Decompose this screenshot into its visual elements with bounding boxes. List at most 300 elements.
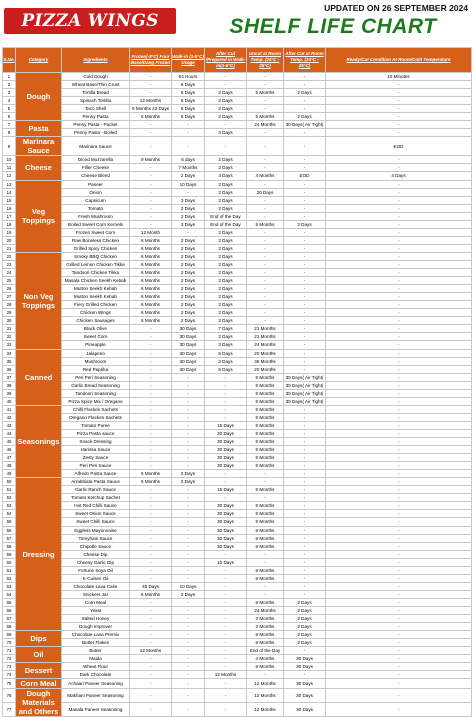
serial-cell: 20 xyxy=(3,236,16,244)
table-row xyxy=(3,679,472,689)
value-cell: - xyxy=(326,405,472,413)
value-cell: - xyxy=(130,81,172,89)
value-cell: 2 Days xyxy=(205,180,247,188)
ingredient-cell: Achaari Paneer Seasoning xyxy=(62,679,130,689)
value-cell: - xyxy=(326,180,472,188)
value-cell: - xyxy=(130,73,172,81)
ingredient-cell: Tomyhani Sauce xyxy=(62,534,130,542)
value-cell: - xyxy=(284,582,326,590)
value-cell: - xyxy=(130,220,172,228)
value-cell: - xyxy=(326,81,472,89)
value-cell: 2 Days xyxy=(205,301,247,309)
value-cell: 30 Days xyxy=(205,438,247,446)
value-cell: - xyxy=(130,462,172,470)
value-cell: - xyxy=(326,429,472,437)
value-cell: - xyxy=(326,534,472,542)
value-cell: - xyxy=(130,703,172,717)
value-cell: - xyxy=(247,671,284,679)
value-cell: 6 Months xyxy=(247,639,284,647)
value-cell: - xyxy=(130,623,172,631)
value-cell: 6 Months xyxy=(247,446,284,454)
value-cell: - xyxy=(130,655,172,663)
ingredient-cell: Penny Pasta xyxy=(62,113,130,121)
serial-cell: 61 xyxy=(3,566,16,574)
value-cell: - xyxy=(247,590,284,598)
value-cell: 2 Days xyxy=(205,196,247,204)
serial-cell: 47 xyxy=(3,454,16,462)
value-cell: - xyxy=(172,121,205,129)
ingredient-cell: Marinara Sauce xyxy=(62,137,130,156)
table-row xyxy=(3,607,472,615)
value-cell: - xyxy=(247,236,284,244)
value-cell: 30 Days xyxy=(205,446,247,454)
value-cell: - xyxy=(205,73,247,81)
value-cell: - xyxy=(326,89,472,97)
value-cell: 5 Days xyxy=(172,89,205,97)
page-header xyxy=(0,0,474,44)
value-cell: - xyxy=(326,212,472,220)
serial-cell: 15 xyxy=(3,196,16,204)
value-cell: 2 Days xyxy=(172,285,205,293)
value-cell: - xyxy=(326,623,472,631)
value-cell: 12 Months xyxy=(247,679,284,689)
serial-cell: 69 xyxy=(3,631,16,639)
serial-cell: 36 xyxy=(3,365,16,373)
value-cell: 5 Days xyxy=(205,349,247,357)
column-header: Ready/Cut Condition At Room/Cold Temperature xyxy=(326,48,472,73)
serial-cell: 29 xyxy=(3,309,16,317)
table-row xyxy=(3,397,472,405)
ingredient-cell: Tortilla Bread xyxy=(62,89,130,97)
value-cell: - xyxy=(326,615,472,623)
column-header: After Cut /Prepared in Walk-in(1-5°C) xyxy=(205,48,247,73)
value-cell: 54 Hours xyxy=(172,73,205,81)
table-row xyxy=(3,470,472,478)
value-cell: - xyxy=(172,502,205,510)
value-cell: - xyxy=(172,429,205,437)
value-cell: - xyxy=(130,172,172,180)
table-row xyxy=(3,97,472,105)
value-cell: - xyxy=(130,349,172,357)
ingredient-cell: Fresh Mushroom xyxy=(62,212,130,220)
ingredient-cell: Fiery Grilled Chicken xyxy=(62,301,130,309)
value-cell: 6 Months xyxy=(247,566,284,574)
value-cell: - xyxy=(326,220,472,228)
value-cell: - xyxy=(205,413,247,421)
value-cell: 6 Months xyxy=(247,429,284,437)
table-row xyxy=(3,598,472,606)
value-cell: 2 Days xyxy=(284,89,326,97)
table-row xyxy=(3,89,472,97)
value-cell: - xyxy=(326,204,472,212)
serial-cell: 39 xyxy=(3,389,16,397)
value-cell: 2 Days xyxy=(172,244,205,252)
ingredient-cell: Butter xyxy=(62,647,130,655)
ingredient-cell: Jalapeno xyxy=(62,349,130,357)
value-cell: 30 Days xyxy=(205,454,247,462)
ingredient-cell: Alfredo Pasta Sauce xyxy=(62,470,130,478)
column-header: Category xyxy=(16,48,62,73)
ingredient-cell: Masala Chicken Seekh Kebab xyxy=(62,277,130,285)
serial-cell: 14 xyxy=(3,188,16,196)
value-cell: 6 Months xyxy=(247,389,284,397)
value-cell: - xyxy=(284,462,326,470)
value-cell: - xyxy=(326,188,472,196)
value-cell: - xyxy=(284,550,326,558)
value-cell: 6 Days xyxy=(172,81,205,89)
value-cell: - xyxy=(172,703,205,717)
value-cell: 6 Months xyxy=(247,462,284,470)
value-cell: - xyxy=(130,325,172,333)
ingredient-cell: Sweet Chilli Sauce xyxy=(62,518,130,526)
value-cell: - xyxy=(284,73,326,81)
ingredient-cell: Chocolate Lava Cake xyxy=(62,582,130,590)
value-cell: - xyxy=(205,81,247,89)
table-row xyxy=(3,689,472,703)
value-cell: - xyxy=(130,566,172,574)
table-body xyxy=(3,73,472,717)
table-row xyxy=(3,341,472,349)
value-cell: 6 Months xyxy=(247,454,284,462)
value-cell: - xyxy=(284,137,326,156)
value-cell: - xyxy=(326,558,472,566)
ingredient-cell: Dough Improver xyxy=(62,623,130,631)
serial-cell: 74 xyxy=(3,671,16,679)
value-cell: 12 Month xyxy=(130,228,172,236)
value-cell: 6 Months xyxy=(130,269,172,277)
serial-cell: 11 xyxy=(3,164,16,172)
value-cell: 6 Months xyxy=(247,574,284,582)
table-row xyxy=(3,260,472,268)
value-cell: - xyxy=(205,598,247,606)
table-row xyxy=(3,446,472,454)
table-row xyxy=(3,655,472,663)
ingredient-cell: Cold Dough xyxy=(62,73,130,81)
value-cell: - xyxy=(284,81,326,89)
value-cell: - xyxy=(284,421,326,429)
value-cell: - xyxy=(326,357,472,365)
table-row xyxy=(3,623,472,631)
value-cell: 30 Days xyxy=(205,534,247,542)
value-cell: - xyxy=(205,639,247,647)
value-cell: - xyxy=(247,558,284,566)
table-row xyxy=(3,220,472,228)
ingredient-cell: Mutton Seekh Kebab xyxy=(62,293,130,301)
value-cell: 30 Days( Air Tight) xyxy=(284,121,326,129)
serial-cell: 38 xyxy=(3,381,16,389)
value-cell: - xyxy=(326,590,472,598)
value-cell: - xyxy=(326,389,472,397)
value-cell: - xyxy=(326,438,472,446)
table-row xyxy=(3,365,472,373)
value-cell: 2 Days xyxy=(205,204,247,212)
value-cell: 2 Days xyxy=(205,244,247,252)
value-cell: - xyxy=(130,164,172,172)
value-cell: 4 Months xyxy=(247,655,284,663)
value-cell: 6 Months xyxy=(130,478,172,486)
value-cell: 6 Months xyxy=(130,293,172,301)
category-cell: Veg Toppings xyxy=(16,180,62,252)
value-cell: 2 Days xyxy=(284,639,326,647)
serial-cell: 30 xyxy=(3,317,16,325)
serial-cell: 76 xyxy=(3,689,16,703)
table-row xyxy=(3,301,472,309)
serial-cell: 13 xyxy=(3,180,16,188)
value-cell: - xyxy=(247,129,284,137)
serial-cell: 21 xyxy=(3,244,16,252)
table-row xyxy=(3,244,472,252)
value-cell: - xyxy=(172,607,205,615)
ingredient-cell: Black Olive xyxy=(62,325,130,333)
value-cell: - xyxy=(284,212,326,220)
value-cell: - xyxy=(326,397,472,405)
value-cell: - xyxy=(284,180,326,188)
value-cell: - xyxy=(326,269,472,277)
table-row xyxy=(3,413,472,421)
value-cell: - xyxy=(284,566,326,574)
value-cell: - xyxy=(326,631,472,639)
value-cell: 5 Days xyxy=(172,105,205,113)
ingredient-cell: Masala Paneer Seasoning xyxy=(62,703,130,717)
value-cell: - xyxy=(326,164,472,172)
value-cell: 2 Days xyxy=(172,478,205,486)
serial-cell: 72 xyxy=(3,655,16,663)
value-cell: - xyxy=(205,607,247,615)
value-cell: 3 Days xyxy=(172,220,205,228)
value-cell: 6 Months xyxy=(247,438,284,446)
serial-cell: 12 xyxy=(3,172,16,180)
serial-cell: 16 xyxy=(3,204,16,212)
ingredient-cell: Dark Chocolate xyxy=(62,671,130,679)
value-cell: 2 Days xyxy=(205,357,247,365)
value-cell: 30 Days xyxy=(172,341,205,349)
value-cell: - xyxy=(205,389,247,397)
value-cell: - xyxy=(326,689,472,703)
ingredient-cell: K-Cuisen Oil xyxy=(62,574,130,582)
value-cell: 6 Months xyxy=(130,236,172,244)
serial-cell: 77 xyxy=(3,703,16,717)
value-cell: - xyxy=(172,598,205,606)
value-cell: 6 Months xyxy=(247,486,284,494)
value-cell: - xyxy=(247,309,284,317)
value-cell: - xyxy=(172,671,205,679)
table-row xyxy=(3,486,472,494)
value-cell: - xyxy=(172,421,205,429)
value-cell: - xyxy=(130,333,172,341)
category-cell: Canned xyxy=(16,349,62,405)
value-cell: - xyxy=(326,518,472,526)
shelf-life-table xyxy=(2,47,472,717)
value-cell: 4 Months xyxy=(247,172,284,180)
serial-cell: 55 xyxy=(3,518,16,526)
ingredient-cell: Yeast xyxy=(62,607,130,615)
value-cell: - xyxy=(172,397,205,405)
ingredient-cell: Fortune Soya Oil xyxy=(62,566,130,574)
value-cell: - xyxy=(284,97,326,105)
value-cell: 30 Days xyxy=(172,325,205,333)
serial-cell: 1 xyxy=(3,73,16,81)
value-cell: 6 Months xyxy=(247,526,284,534)
value-cell: 2 Days xyxy=(205,269,247,277)
table-row xyxy=(3,590,472,598)
ingredient-cell: Paneer xyxy=(62,180,130,188)
table-row xyxy=(3,204,472,212)
ingredient-cell: Chicken Sausages xyxy=(62,317,130,325)
value-cell: - xyxy=(247,73,284,81)
value-cell: - xyxy=(247,97,284,105)
value-cell: - xyxy=(247,212,284,220)
value-cell: - xyxy=(326,341,472,349)
table-row xyxy=(3,510,472,518)
value-cell: - xyxy=(326,639,472,647)
table-row xyxy=(3,671,472,679)
table-row xyxy=(3,180,472,188)
value-cell: - xyxy=(284,446,326,454)
table-row xyxy=(3,381,472,389)
value-cell: - xyxy=(172,550,205,558)
serial-cell: 46 xyxy=(3,446,16,454)
value-cell: - xyxy=(326,228,472,236)
serial-cell: 42 xyxy=(3,413,16,421)
value-cell: 6 Months xyxy=(130,309,172,317)
value-cell: 20 Days xyxy=(247,188,284,196)
ingredient-cell: Capsicum xyxy=(62,196,130,204)
value-cell: 6 Months xyxy=(130,470,172,478)
ingredient-cell: Tomato Ketchup Sachet xyxy=(62,494,130,502)
table-row xyxy=(3,663,472,671)
ingredient-cell: Salted Honey xyxy=(62,615,130,623)
page-title: SHELF LIFE CHART xyxy=(229,15,437,38)
serial-cell: 17 xyxy=(3,212,16,220)
serial-cell: 25 xyxy=(3,277,16,285)
value-cell: - xyxy=(130,381,172,389)
ingredient-cell: Zesty Sauce xyxy=(62,454,130,462)
value-cell: 30 Days xyxy=(284,689,326,703)
value-cell: - xyxy=(205,137,247,156)
value-cell: 30 Days xyxy=(205,502,247,510)
value-cell: 2 Days xyxy=(205,188,247,196)
serial-cell: 3 xyxy=(3,89,16,97)
ingredient-cell: Pineapple xyxy=(62,341,130,349)
ingredient-cell: Pizza Pasta sauce xyxy=(62,429,130,437)
serial-cell: 52 xyxy=(3,494,16,502)
value-cell: - xyxy=(326,671,472,679)
serial-cell: 31 xyxy=(3,325,16,333)
value-cell: - xyxy=(284,534,326,542)
value-cell: 2 Days xyxy=(172,172,205,180)
value-cell: End of the Day xyxy=(205,212,247,220)
value-cell: - xyxy=(247,260,284,268)
value-cell: 5 Days xyxy=(205,365,247,373)
value-cell: 6 Months xyxy=(130,590,172,598)
value-cell: - xyxy=(172,518,205,526)
value-cell: - xyxy=(130,421,172,429)
ingredient-cell: Pizza Spice Mix / Oregano xyxy=(62,397,130,405)
value-cell: 7 Days xyxy=(205,325,247,333)
value-cell: - xyxy=(172,373,205,381)
value-cell: - xyxy=(172,526,205,534)
value-cell: - xyxy=(130,689,172,703)
value-cell: - xyxy=(130,357,172,365)
table-row xyxy=(3,333,472,341)
ingredient-cell: Chicken Wings xyxy=(62,309,130,317)
ingredient-cell: Mushroom xyxy=(62,357,130,365)
value-cell: 5 Days xyxy=(172,97,205,105)
value-cell: - xyxy=(284,301,326,309)
value-cell: - xyxy=(172,623,205,631)
value-cell: - xyxy=(172,129,205,137)
value-cell: - xyxy=(326,277,472,285)
value-cell: - xyxy=(130,574,172,582)
value-cell: 5 Months xyxy=(247,220,284,228)
table-row xyxy=(3,542,472,550)
value-cell: - xyxy=(326,421,472,429)
value-cell: 24 Months xyxy=(247,341,284,349)
value-cell: - xyxy=(284,647,326,655)
serial-cell: 49 xyxy=(3,470,16,478)
ingredient-cell: Smoky BBQ Chicken xyxy=(62,252,130,260)
table-row xyxy=(3,478,472,486)
ingredient-cell: Tandoori Chicken Tikka xyxy=(62,269,130,277)
value-cell: - xyxy=(205,582,247,590)
value-cell: - xyxy=(247,494,284,502)
ingredient-cell: Hot Red Chilli Sauce xyxy=(62,502,130,510)
value-cell: 15 Days xyxy=(205,421,247,429)
value-cell: - xyxy=(247,180,284,188)
ingredient-cell: Harissa Sauce xyxy=(62,446,130,454)
value-cell: - xyxy=(205,663,247,671)
value-cell: - xyxy=(326,510,472,518)
column-header: Ingredients xyxy=(62,48,130,73)
value-cell: - xyxy=(326,574,472,582)
serial-cell: 2 xyxy=(3,81,16,89)
table-row xyxy=(3,156,472,164)
value-cell: - xyxy=(326,285,472,293)
value-cell: 2 Days xyxy=(205,105,247,113)
table-row xyxy=(3,526,472,534)
value-cell: - xyxy=(284,285,326,293)
value-cell: - xyxy=(172,454,205,462)
value-cell: - xyxy=(326,105,472,113)
value-cell: 12 Months xyxy=(247,689,284,703)
value-cell: 2 Days xyxy=(205,317,247,325)
value-cell: 3 Months xyxy=(247,615,284,623)
value-cell: 2 Days xyxy=(172,212,205,220)
serial-cell: 63 xyxy=(3,582,16,590)
value-cell: - xyxy=(130,518,172,526)
value-cell: 30 Days( Air Tight) xyxy=(284,397,326,405)
value-cell: - xyxy=(130,129,172,137)
value-cell: 30 Days xyxy=(172,333,205,341)
value-cell: 10 Days xyxy=(172,180,205,188)
value-cell: 6 Months xyxy=(247,397,284,405)
serial-cell: 7 xyxy=(3,121,16,129)
value-cell: 6 Months xyxy=(130,260,172,268)
serial-cell: 26 xyxy=(3,285,16,293)
value-cell: - xyxy=(326,607,472,615)
value-cell: - xyxy=(205,679,247,689)
serial-cell: 45 xyxy=(3,438,16,446)
value-cell: 6 Months xyxy=(247,405,284,413)
value-cell: 12 Months xyxy=(130,647,172,655)
table-row xyxy=(3,574,472,582)
value-cell: 21 Months xyxy=(247,325,284,333)
value-cell: - xyxy=(247,478,284,486)
updated-date: UPDATED ON 26 SEPTEMBER 2024 xyxy=(324,3,468,13)
value-cell: - xyxy=(284,341,326,349)
serial-cell: 33 xyxy=(3,341,16,349)
serial-cell: 9 xyxy=(3,137,16,156)
